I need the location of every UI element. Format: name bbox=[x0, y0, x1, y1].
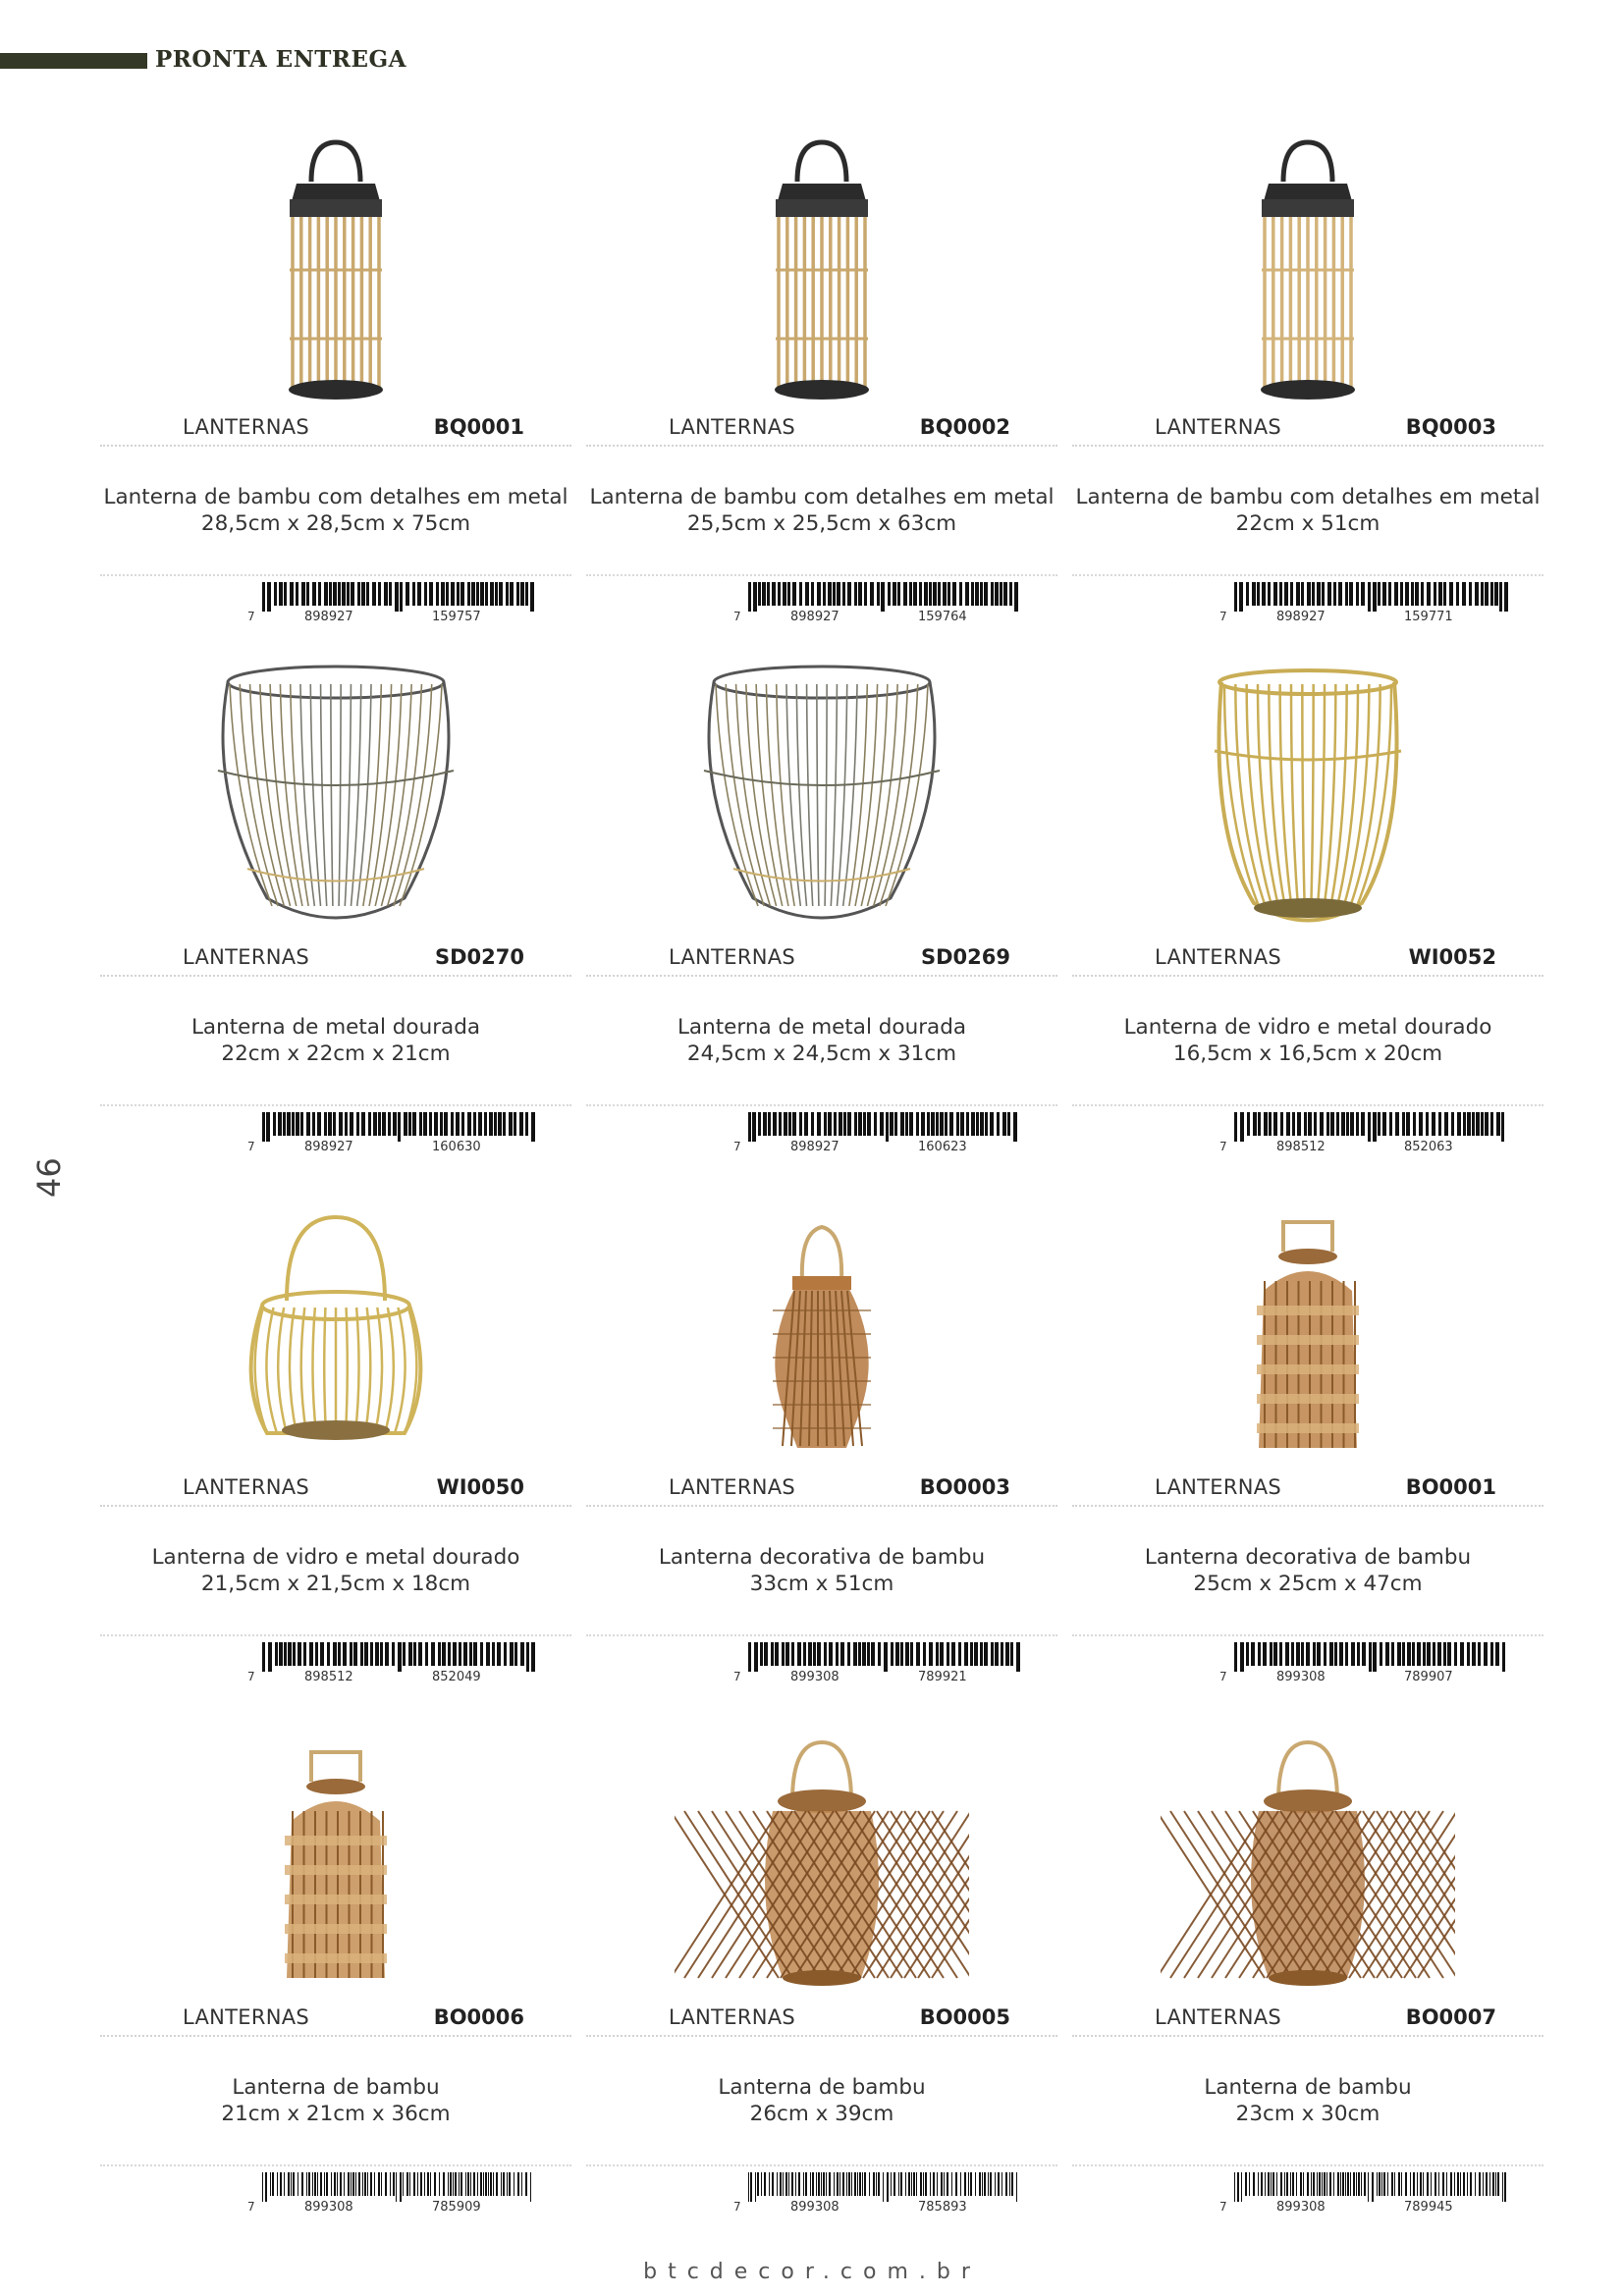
product-category: LANTERNAS bbox=[1155, 945, 1282, 969]
product-description bbox=[586, 1544, 1057, 1597]
product-card[interactable] bbox=[100, 113, 571, 623]
product-name: Lanterna decorativa de bambu bbox=[658, 1545, 986, 1570]
lattice-bamboo-lantern-icon bbox=[675, 1703, 969, 2007]
barcode-left-digits: 898927 bbox=[301, 610, 356, 624]
product-dimensions: 23cm x 30cm bbox=[1235, 2102, 1380, 2126]
product-dimensions: 26cm x 39cm bbox=[749, 2102, 894, 2126]
product-code: BQ0001 bbox=[433, 415, 524, 439]
tall-bamboo-lantern-icon bbox=[189, 113, 483, 417]
product-dimensions: 22cm x 22cm x 21cm bbox=[221, 1041, 451, 1066]
product-code: BO0007 bbox=[1405, 2005, 1496, 2029]
product-category: LANTERNAS bbox=[669, 1475, 796, 1499]
product-card[interactable] bbox=[1072, 643, 1543, 1153]
product-name: Lanterna de bambu bbox=[1204, 2075, 1412, 2100]
divider bbox=[586, 1505, 1057, 1507]
tall-bamboo-lantern-icon bbox=[1161, 113, 1455, 417]
bamboo-vase-lantern-icon bbox=[675, 1173, 969, 1477]
product-dimensions: 25cm x 25cm x 47cm bbox=[1193, 1572, 1423, 1596]
divider bbox=[1072, 2035, 1543, 2037]
barcode-lead-digit: 7 bbox=[733, 1670, 741, 1683]
product-description bbox=[100, 484, 571, 537]
product-code: BO0001 bbox=[1405, 1475, 1496, 1499]
gold-cage-lantern-icon bbox=[189, 1173, 483, 1477]
product-name: Lanterna de bambu bbox=[718, 2075, 926, 2100]
divider bbox=[100, 2164, 571, 2166]
divider bbox=[1072, 975, 1543, 977]
product-card[interactable] bbox=[100, 643, 571, 1153]
product-card[interactable] bbox=[586, 113, 1057, 623]
product-card[interactable] bbox=[100, 1173, 571, 1683]
barcode bbox=[247, 2172, 537, 2215]
barcode-lead-digit: 7 bbox=[733, 2200, 741, 2214]
divider bbox=[586, 1104, 1057, 1106]
product-code: SD0269 bbox=[920, 945, 1010, 969]
barcode-lead-digit: 7 bbox=[733, 610, 741, 623]
barcode bbox=[247, 582, 537, 624]
barcode bbox=[1219, 1642, 1509, 1684]
product-category: LANTERNAS bbox=[183, 1475, 310, 1499]
product-code: BO0006 bbox=[433, 2005, 524, 2029]
barcode-lead-digit: 7 bbox=[247, 610, 255, 623]
divider bbox=[100, 2035, 571, 2037]
divider bbox=[586, 2035, 1057, 2037]
product-description bbox=[100, 1014, 571, 1067]
barcode-right-digits: 159771 bbox=[1401, 610, 1456, 624]
barcode-right-digits: 159757 bbox=[429, 610, 484, 624]
barcode-lead-digit: 7 bbox=[247, 2200, 255, 2214]
barcode-lead-digit: 7 bbox=[733, 1140, 741, 1153]
barcode-left-digits: 899308 bbox=[1273, 1670, 1328, 1684]
product-dimensions: 21,5cm x 21,5cm x 18cm bbox=[200, 1572, 471, 1596]
product-name: Lanterna de vidro e metal dourado bbox=[1123, 1015, 1492, 1040]
barcode-right-digits: 785893 bbox=[915, 2200, 970, 2215]
product-category: LANTERNAS bbox=[669, 415, 796, 439]
product-category: LANTERNAS bbox=[183, 2005, 310, 2029]
barcode-right-digits: 789921 bbox=[915, 1670, 970, 1684]
barcode-left-digits: 898927 bbox=[787, 1140, 842, 1154]
barcode-left-digits: 899308 bbox=[787, 2200, 842, 2215]
product-card[interactable] bbox=[1072, 113, 1543, 623]
product-name: Lanterna de bambu com detalhes em metal bbox=[103, 485, 568, 509]
divider bbox=[1072, 1505, 1543, 1507]
divider bbox=[1072, 1104, 1543, 1106]
product-dimensions: 16,5cm x 16,5cm x 20cm bbox=[1172, 1041, 1443, 1066]
barcode-lead-digit: 7 bbox=[1219, 2200, 1227, 2214]
barcode-left-digits: 898927 bbox=[301, 1140, 356, 1154]
barcode bbox=[733, 582, 1023, 624]
product-name: Lanterna de vidro e metal dourado bbox=[151, 1545, 520, 1570]
product-card[interactable] bbox=[1072, 1173, 1543, 1683]
divider bbox=[586, 445, 1057, 447]
product-name: Lanterna de metal dourada bbox=[677, 1015, 967, 1040]
product-description bbox=[586, 1014, 1057, 1067]
gold-wire-lantern-icon bbox=[1161, 643, 1455, 947]
barcode bbox=[247, 1642, 537, 1684]
barcode bbox=[1219, 2172, 1509, 2215]
divider bbox=[100, 445, 571, 447]
divider bbox=[100, 1634, 571, 1636]
product-category: LANTERNAS bbox=[1155, 1475, 1282, 1499]
barcode-right-digits: 159764 bbox=[915, 610, 970, 624]
divider bbox=[1072, 1634, 1543, 1636]
barcode-lead-digit: 7 bbox=[1219, 610, 1227, 623]
barcode-left-digits: 899308 bbox=[301, 2200, 356, 2215]
product-dimensions: 28,5cm x 28,5cm x 75cm bbox=[200, 511, 471, 536]
barcode bbox=[733, 1642, 1023, 1684]
product-dimensions: 22cm x 51cm bbox=[1235, 511, 1380, 536]
product-category: LANTERNAS bbox=[183, 415, 310, 439]
product-code: BQ0002 bbox=[919, 415, 1010, 439]
product-category: LANTERNAS bbox=[669, 945, 796, 969]
barcode-left-digits: 898512 bbox=[301, 1670, 356, 1684]
product-dimensions: 25,5cm x 25,5cm x 63cm bbox=[686, 511, 957, 536]
product-code: BO0005 bbox=[919, 2005, 1010, 2029]
product-name: Lanterna de bambu bbox=[232, 2075, 440, 2100]
divider bbox=[1072, 445, 1543, 447]
product-code: SD0270 bbox=[434, 945, 524, 969]
product-description bbox=[1072, 484, 1543, 537]
barcode-lead-digit: 7 bbox=[1219, 1140, 1227, 1153]
barcode-right-digits: 852049 bbox=[429, 1670, 484, 1684]
footer-website[interactable]: btcdecor.com.br bbox=[643, 2260, 981, 2284]
product-dimensions: 33cm x 51cm bbox=[749, 1572, 894, 1596]
product-category: LANTERNAS bbox=[1155, 415, 1282, 439]
barcode-left-digits: 899308 bbox=[787, 1670, 842, 1684]
divider bbox=[586, 574, 1057, 576]
barcode-left-digits: 899308 bbox=[1273, 2200, 1328, 2215]
barcode bbox=[733, 2172, 1023, 2215]
barcode-right-digits: 789907 bbox=[1401, 1670, 1456, 1684]
barcode bbox=[1219, 1112, 1509, 1154]
divider bbox=[100, 975, 571, 977]
product-card[interactable] bbox=[1072, 1703, 1543, 2214]
page-title: PRONTA ENTREGA bbox=[155, 46, 406, 73]
divider bbox=[586, 2164, 1057, 2166]
barcode bbox=[733, 1112, 1023, 1154]
product-category: LANTERNAS bbox=[669, 2005, 796, 2029]
divider bbox=[100, 574, 571, 576]
tall-bamboo-lantern-icon bbox=[675, 113, 969, 417]
barcode-right-digits: 789945 bbox=[1401, 2200, 1456, 2215]
product-description bbox=[100, 1544, 571, 1597]
barcode-lead-digit: 7 bbox=[247, 1670, 255, 1683]
divider bbox=[1072, 574, 1543, 576]
divider bbox=[586, 975, 1057, 977]
divider bbox=[1072, 2164, 1543, 2166]
barcode-left-digits: 898512 bbox=[1273, 1140, 1328, 1154]
page-number: 46 bbox=[30, 1157, 68, 1198]
product-description bbox=[586, 2074, 1057, 2127]
product-card[interactable] bbox=[586, 1703, 1057, 2214]
product-code: WI0050 bbox=[436, 1475, 524, 1499]
product-description bbox=[586, 484, 1057, 537]
product-code: BO0003 bbox=[919, 1475, 1010, 1499]
product-name: Lanterna de metal dourada bbox=[190, 1015, 481, 1040]
product-name: Lanterna de bambu com detalhes em metal bbox=[589, 485, 1055, 509]
barcode-lead-digit: 7 bbox=[247, 1140, 255, 1153]
barcode bbox=[247, 1112, 537, 1154]
barcode-left-digits: 898927 bbox=[787, 610, 842, 624]
product-code: WI0052 bbox=[1408, 945, 1496, 969]
product-description bbox=[100, 2074, 571, 2127]
woven-bamboo-lantern-icon bbox=[1161, 1173, 1455, 1477]
product-code: BQ0003 bbox=[1405, 415, 1496, 439]
barcode-left-digits: 898927 bbox=[1273, 610, 1328, 624]
barcode-right-digits: 160623 bbox=[915, 1140, 970, 1154]
barcode bbox=[1219, 582, 1509, 624]
divider bbox=[100, 1104, 571, 1106]
product-category: LANTERNAS bbox=[1155, 2005, 1282, 2029]
wire-bowl-lantern-icon bbox=[675, 643, 969, 947]
divider bbox=[100, 1505, 571, 1507]
barcode-right-digits: 852063 bbox=[1401, 1140, 1456, 1154]
product-description bbox=[1072, 2074, 1543, 2127]
barcode-right-digits: 160630 bbox=[429, 1140, 484, 1154]
product-name: Lanterna de bambu com detalhes em metal bbox=[1075, 485, 1541, 509]
product-name: Lanterna decorativa de bambu bbox=[1144, 1545, 1472, 1570]
wire-bowl-lantern-icon bbox=[189, 643, 483, 947]
product-dimensions: 21cm x 21cm x 36cm bbox=[221, 2102, 451, 2126]
woven-bamboo-lantern-icon bbox=[189, 1703, 483, 2007]
divider bbox=[586, 1634, 1057, 1636]
product-dimensions: 24,5cm x 24,5cm x 31cm bbox=[686, 1041, 957, 1066]
product-description bbox=[1072, 1544, 1543, 1597]
product-description bbox=[1072, 1014, 1543, 1067]
product-category: LANTERNAS bbox=[183, 945, 310, 969]
product-card[interactable] bbox=[586, 643, 1057, 1153]
product-card[interactable] bbox=[100, 1703, 571, 2214]
product-card[interactable] bbox=[586, 1173, 1057, 1683]
lattice-bamboo-lantern-icon bbox=[1161, 1703, 1455, 2007]
barcode-lead-digit: 7 bbox=[1219, 1670, 1227, 1683]
barcode-right-digits: 785909 bbox=[429, 2200, 484, 2215]
